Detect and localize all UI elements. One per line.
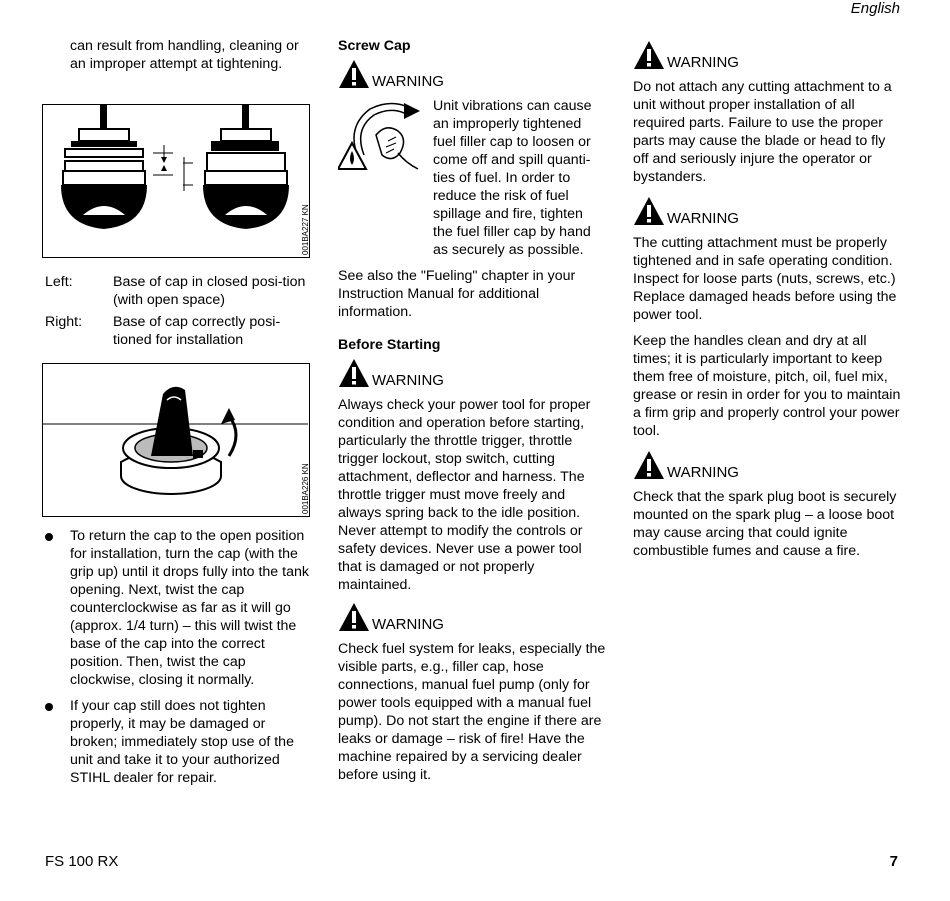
right-column (633, 40, 903, 560)
warning-label: WARNING (667, 464, 739, 481)
cap-base-figure (42, 104, 310, 258)
warning-heading (633, 196, 903, 226)
warning-heading (633, 450, 903, 480)
warning-triangle-icon (633, 196, 665, 226)
cap-base-illustration (43, 105, 308, 256)
warning-label: WARNING (372, 616, 444, 633)
warning-triangle-icon (338, 358, 370, 388)
hand-tightening-icon (338, 97, 428, 177)
see-also-text: See also the "Fueling" chapter in your Instruction Manual for additional information. (338, 268, 576, 320)
warning-text: Always check your power tool for proper condition and operation before starting, particularly the throttle trigger, throttle trigger lockout, stop switch, cutting attachment, deflector and harness. The throttle trigger must move freely and always spring back to the idle position. Never attempt to modify the controls or safety devices. Never use a power tool that is damaged or not properly maintained. (338, 397, 591, 593)
before-starting-heading: Before Starting (338, 337, 441, 353)
intro-text: can result from handling, cleaning or an improper attempt at tightening. (70, 38, 299, 72)
footer-model: FS 100 RX (45, 853, 119, 870)
warning-text: Check that the spark plug boot is securely mounted on the spark plug – a loose boot may cause arcing that could ignite combustible fumes and cause a fire. (633, 489, 897, 559)
middle-column (338, 37, 606, 784)
cap-twist-illustration (43, 364, 308, 515)
caption-text: Base of cap correctly posi-tioned for installation (113, 314, 281, 348)
page-number: 7 (889, 853, 898, 870)
warning-heading (338, 59, 606, 89)
list-item (45, 527, 313, 689)
left-column (45, 37, 313, 73)
caption-left-row (45, 273, 313, 309)
figure-code: 001BA227 KN (301, 204, 310, 255)
cap-twist-figure (42, 363, 310, 517)
bullet-list (45, 527, 313, 787)
warning-triangle-icon (338, 59, 370, 89)
handles-text: Keep the handles clean and dry at all times; it is particularly important to keep them free of moisture, pitch, oil, fuel mix, grease or resin in order for you to maintain a firm grip and properly control your power tool. (633, 333, 901, 439)
screw-cap-heading: Screw Cap (338, 38, 411, 54)
warning-text: The cutting attachment must be properly tightened and in safe operating condition. Inspect for loose parts (nuts, screws, etc.) Replace damaged heads before using the power tool. (633, 235, 897, 323)
warning-label: WARNING (667, 54, 739, 71)
warning-triangle-icon (633, 40, 665, 70)
vibration-illustration (338, 97, 433, 259)
bullet-text: To return the cap to the open position for installation, turn the cap (with the grip up) until it drops fully into the tank opening. Next, twist the cap counterclockwise as far as it will go (approx. 1/4 turn) – this will twist the base of the cap into the correct position. Then, twist the cap clockwise, closing it normally. (70, 528, 309, 688)
caption-right-row (45, 313, 313, 349)
warning-heading (338, 602, 606, 632)
warning-text: Check fuel system for leaks, especially the visible parts, e.g., filler cap, hose connections, manual fuel pump (only for power tools equipped with a manual fuel pump). Do not start the engine if there are leaks or damage – risk of fire! Have the machine repaired by a servicing dealer before using it. (338, 641, 606, 783)
figure-caption (45, 273, 313, 349)
warning-triangle-icon (633, 450, 665, 480)
bullet-icon (45, 527, 70, 689)
list-item (45, 697, 313, 787)
caption-text: Base of cap in closed posi-tion (with open space) (113, 274, 306, 308)
bullet-text: If your cap still does not tighten properly, it may be damaged or broken; immediately stop use of the unit and take it to your authorized STIHL dealer for repair. (70, 698, 294, 786)
warning-text: Unit vibrations can cause an improperly tightened fuel filler cap to loosen or come off and spill quanti-ties of fuel. In order to reduce the risk of fuel spillage and fire, tighten the fuel filler cap by hand as securely as possible. (433, 98, 592, 258)
figure-code: 001BA226 KN (301, 463, 310, 514)
warning-heading (633, 40, 903, 70)
language-label: English (850, 0, 900, 17)
warning-triangle-icon (338, 602, 370, 632)
warning-heading (338, 358, 606, 388)
bullet-icon (45, 697, 70, 787)
warning-label: WARNING (667, 210, 739, 227)
warning-vibration-block (338, 97, 606, 259)
warning-label: WARNING (372, 73, 444, 90)
caption-label: Right: (45, 314, 83, 330)
warning-text: Do not attach any cutting attachment to a unit without proper installation of all required parts. Failure to use the proper parts may cause the blade or head to fly off and seriously injure the operator or bystanders. (633, 79, 892, 185)
caption-label: Left: (45, 274, 73, 290)
warning-label: WARNING (372, 372, 444, 389)
